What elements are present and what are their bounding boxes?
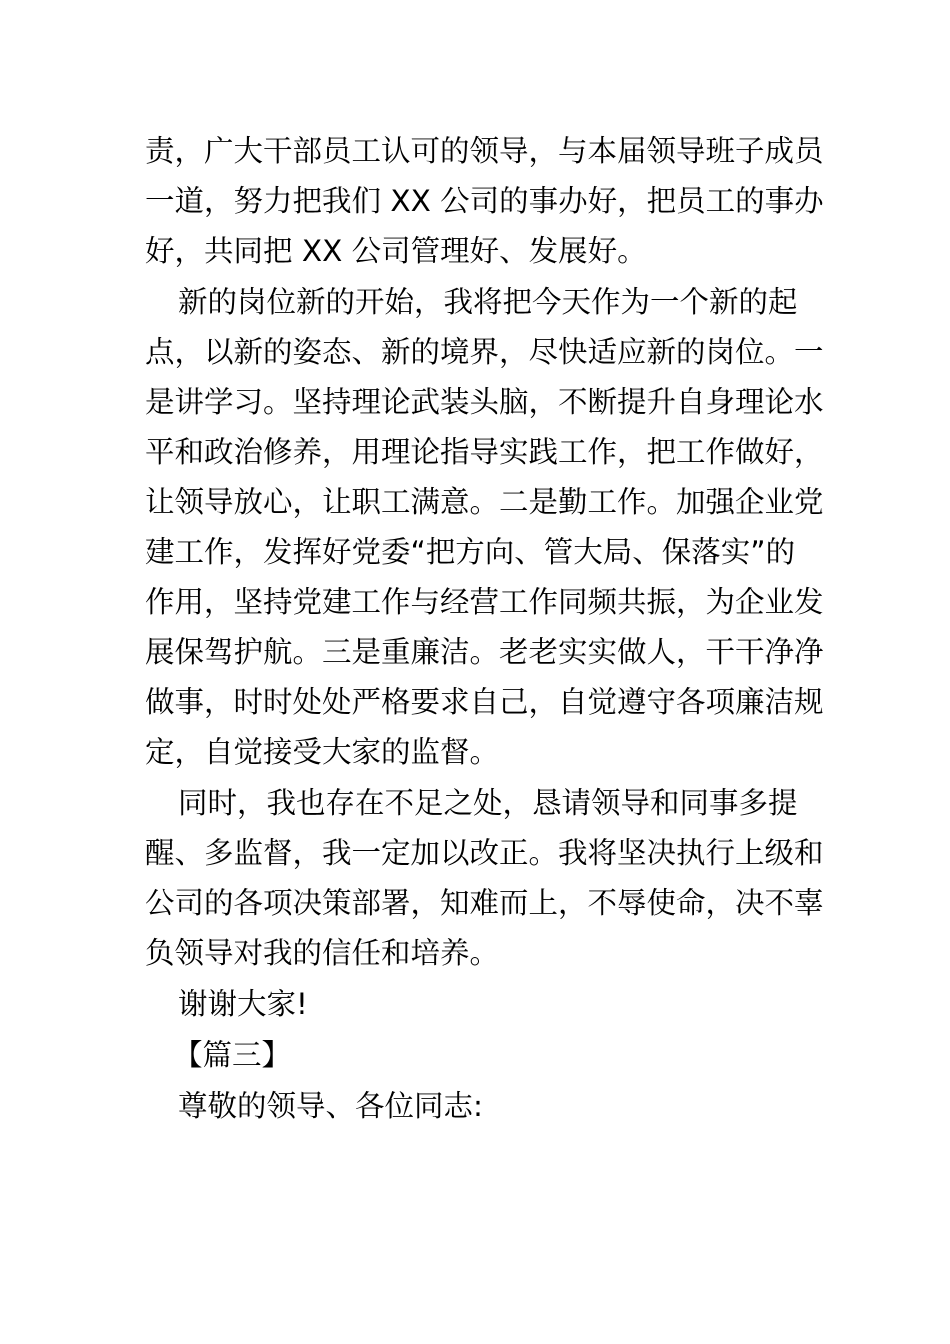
text-line: 公司的各项决策部署，知难而上，不辱使命，决不辜 — [145, 886, 824, 920]
text-line: 谢谢大家! — [178, 987, 308, 1021]
text-line: 醒、多监督，我一定加以改正。我将坚决执行上级和 — [145, 836, 824, 870]
text-line: 【篇三】 — [173, 1038, 292, 1072]
text-line: 点，以新的姿态、新的境界，尽快适应新的岗位。一 — [145, 335, 824, 369]
paragraph-thanks — [145, 979, 815, 1029]
text-line: 尊敬的领导、各位同志: — [178, 1089, 483, 1123]
text-line: 定，自觉接受大家的监督。 — [145, 735, 500, 769]
text-line: 一道，努力把我们 XX 公司的事办好，把员工的事办 — [145, 184, 824, 218]
text-line: 作用，坚持党建工作与经营工作同频共振，为企业发 — [145, 585, 824, 619]
text-line: 是讲学习。坚持理论武装头脑，不断提升自身理论水 — [145, 385, 824, 419]
paragraph-new-position — [145, 277, 824, 777]
paragraph-shortcomings — [145, 778, 824, 978]
text-line: 做事，时时处处严格要求自己，自觉遵守各项廉洁规 — [145, 685, 824, 719]
text-line: 责，广大干部员工认可的领导，与本届领导班子成员 — [145, 134, 824, 168]
paragraph-salutation — [145, 1081, 815, 1131]
text-line: 让领导放心，让职工满意。二是勤工作。加强企业党 — [145, 485, 824, 519]
text-line: 展保驾护航。三是重廉洁。老老实实做人，干干净净 — [145, 635, 824, 669]
text-line: 建工作，发挥好党委“把方向、管大局、保落实”的 — [145, 535, 796, 569]
text-line: 负领导对我的信任和培养。 — [145, 936, 500, 970]
section-heading — [145, 1030, 815, 1080]
text-line: 平和政治修养，用理论指导实践工作，把工作做好， — [145, 435, 824, 469]
text-line: 新的岗位新的开始，我将把今天作为一个新的起 — [178, 285, 798, 319]
text-line: 好，共同把 XX 公司管理好、发展好。 — [145, 234, 647, 268]
paragraph-continued — [145, 126, 824, 276]
document-body — [145, 126, 824, 1132]
text-line: 同时，我也存在不足之处，恳请领导和同事多提 — [178, 786, 798, 820]
